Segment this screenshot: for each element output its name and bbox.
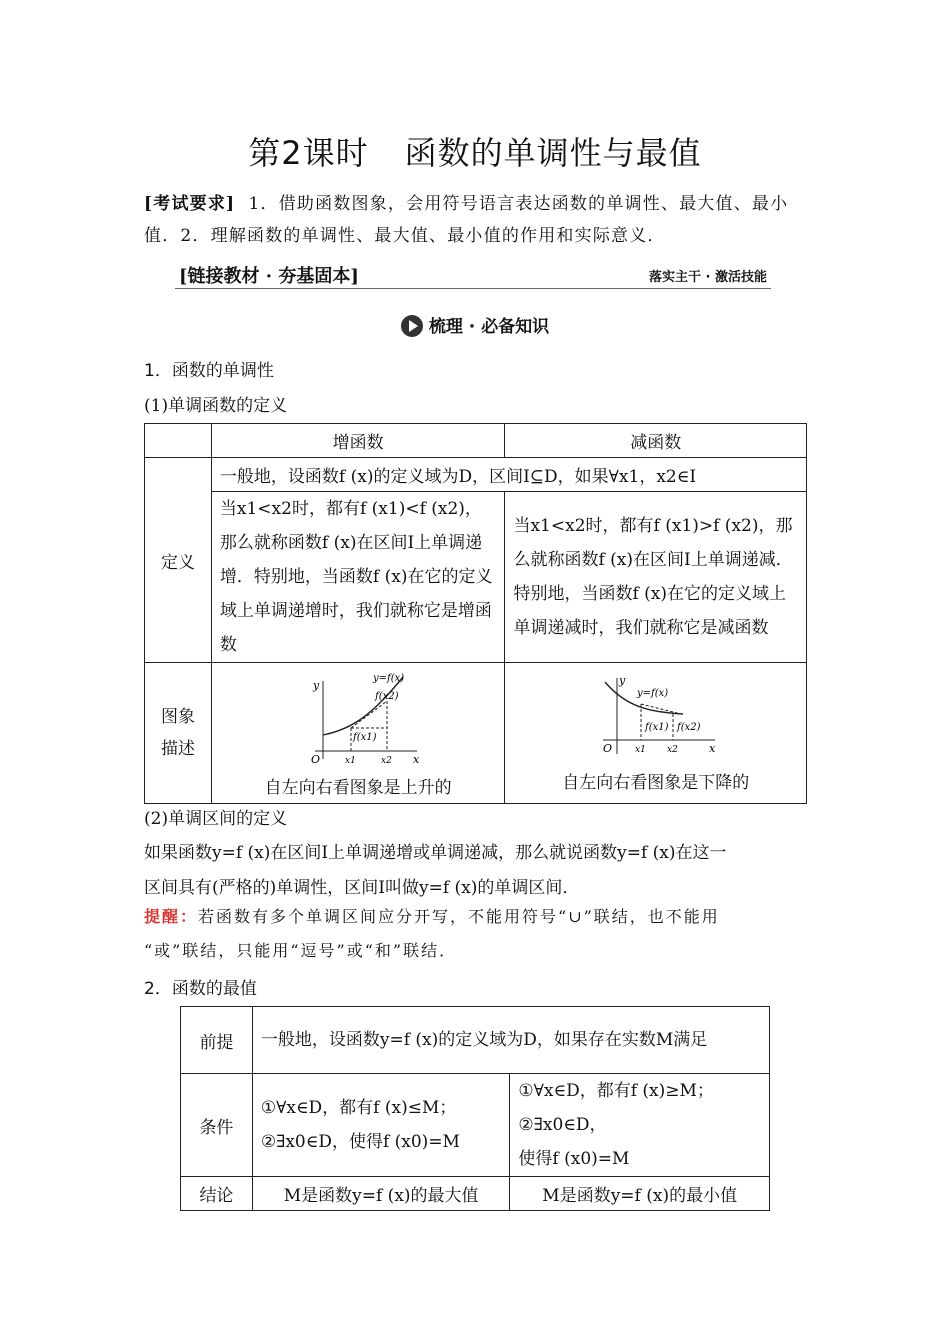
inc-label-x: x xyxy=(413,752,420,765)
dec-label-x1: x1 xyxy=(634,744,646,755)
dec-label-curve: y=f(x) xyxy=(636,687,668,699)
min-condition-1: ①∀x∈D，都有f (x)≥M； xyxy=(518,1081,714,1101)
exam-requirements xyxy=(144,188,808,252)
max-conclusion: M是函数y=f (x)的最大值 xyxy=(252,1177,510,1211)
interval-def-line2: 区间具有(严格的)单调性，区间I叫做y=f (x)的单调区间． xyxy=(144,878,580,898)
max-condition-1: ①∀x∈D，都有f (x)≤M； xyxy=(260,1098,457,1118)
min-condition-2a: ②∃x0∈D， xyxy=(518,1115,607,1135)
reminder-note-2: “或”联结，只能用“逗号”或“和”联结． xyxy=(144,941,458,960)
increasing-graph xyxy=(293,669,423,765)
col-header-increasing: 增函数 xyxy=(211,424,505,458)
inc-curve xyxy=(323,677,403,735)
shared-definition-text: 一般地，设函数f (x)的定义域为D，区间I⊆D，如果∀x1，x2∈I xyxy=(219,467,697,487)
inc-label-y: y xyxy=(313,678,320,692)
dec-label-y: y xyxy=(618,673,625,687)
dec-label-fx2: f(x2) xyxy=(676,721,701,733)
banner-right: 落实主干 · 激活技能 xyxy=(649,270,767,285)
max-condition-2: ②∃x0∈D，使得f (x0)=M xyxy=(260,1132,460,1152)
requirements-tag: [考试要求] xyxy=(144,194,236,214)
dec-label-x: x xyxy=(708,741,715,755)
dec-label-x2: x2 xyxy=(666,744,678,755)
inc-label-o: O xyxy=(311,752,321,765)
banner-left: [链接教材 · 夯基固本] xyxy=(179,266,359,287)
increasing-caption: 自左向右看图象是上升的 xyxy=(264,777,452,798)
row-label-graph-2: 描述 xyxy=(160,739,195,759)
s1-sub2: (2)单调区间的定义 xyxy=(144,809,288,829)
row-label-premise: 前提 xyxy=(181,1007,253,1074)
shared-definition xyxy=(211,458,806,492)
inc-label-fx1: f(x1) xyxy=(353,731,377,743)
requirements-text: 1．借助函数图象，会用符号语言表达函数的单调性、最大值、最小值．2．理解函数的单调性、最大值、最小值的作用和实际意义． xyxy=(144,194,789,246)
inc-label-x2: x2 xyxy=(381,755,392,765)
row-label-definition: 定义 xyxy=(145,458,212,663)
section-banner xyxy=(175,262,771,289)
dec-label-fx1: f(x1) xyxy=(644,721,669,733)
decreasing-graph xyxy=(591,674,721,760)
row-label-condition: 条件 xyxy=(181,1074,253,1177)
inc-label-fx2: f(x2) xyxy=(375,690,399,702)
monotonic-table xyxy=(144,423,807,804)
row-label-graph xyxy=(145,663,212,804)
min-condition-2b: 使得f (x0)=M xyxy=(518,1149,630,1169)
col-header-decreasing: 减函数 xyxy=(505,424,807,458)
play-icon xyxy=(401,315,423,337)
dec-label-o: O xyxy=(602,741,612,755)
interval-def-line1: 如果函数y=f (x)在区间I上单调递增或单调递减，那么就说函数y=f (x)在这一 xyxy=(144,843,727,863)
page-title xyxy=(0,128,950,174)
decreasing-graph-cell xyxy=(505,663,807,804)
min-condition xyxy=(510,1074,770,1177)
reminder-line1: 若函数有多个单调区间应分开写，不能用符号“∪”联结，也不能用 xyxy=(198,907,720,926)
reminder-note xyxy=(144,900,808,934)
increasing-graph-cell xyxy=(211,663,505,804)
lesson-number: 第2课时 xyxy=(248,134,369,172)
table-corner xyxy=(145,424,212,458)
inc-label-x1: x1 xyxy=(345,755,356,765)
row-label-conclusion: 结论 xyxy=(181,1177,253,1211)
extremum-table xyxy=(180,1006,770,1211)
s2-heading: 2．函数的最值 xyxy=(144,979,257,999)
section-heading-text: 梳理 · 必备知识 xyxy=(428,317,550,337)
premise-text: 一般地，设函数y=f (x)的定义域为D，如果存在实数M满足 xyxy=(252,1007,769,1074)
inc-secant xyxy=(351,701,387,728)
reminder-tag: 提醒： xyxy=(144,907,199,926)
row-label-graph-1: 图象 xyxy=(160,707,195,727)
lesson-title: 函数的单调性与最值 xyxy=(404,134,702,172)
increasing-definition: 当x1<x2时，都有f (x1)<f (x2)，那么就称函数f (x)在区间I上单调递增．特别地，当函数f (x)在它的定义域上单调递增时，我们就称它是增函数 xyxy=(211,492,505,663)
s1-heading: 1．函数的单调性 xyxy=(144,361,274,381)
max-condition xyxy=(252,1074,510,1177)
decreasing-definition: 当x1<x2时，都有f (x1)>f (x2)，那么就称函数f (x)在区间I上单调递减．特别地，当函数f (x)在它的定义域上单调递减时，我们就称它是减函数 xyxy=(505,492,807,663)
inc-label-curve: y=f(x) xyxy=(373,672,405,684)
min-conclusion: M是函数y=f (x)的最小值 xyxy=(510,1177,770,1211)
decreasing-caption: 自左向右看图象是下降的 xyxy=(562,772,750,793)
s1-sub1: (1)单调函数的定义 xyxy=(144,396,288,416)
section-heading xyxy=(0,312,950,337)
